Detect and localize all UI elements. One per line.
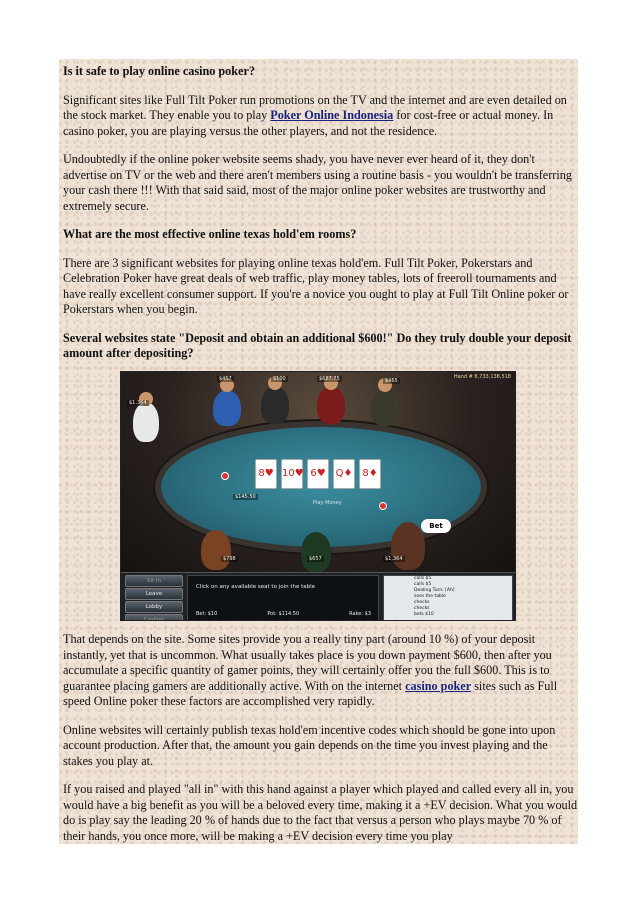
log-line: bets $10 (414, 612, 434, 617)
player-avatar (201, 530, 231, 570)
chip-icon (221, 472, 229, 480)
hand-number: Hand # 8,733,138,518 (453, 374, 511, 380)
p1-text-end: for cost-free or actual money. In casino poker, you are playing versus the other players, and not the residence. (63, 108, 554, 138)
paragraph-depends-on-site (63, 632, 579, 710)
p4-text-end: sites such as Full speed Online poker these factors are accomplished very rapidly. (63, 678, 558, 708)
casino-poker-link[interactable]: casino poker (405, 678, 472, 693)
control-panel (121, 572, 515, 620)
player-avatar (301, 532, 331, 572)
paragraph-significant-sites (63, 93, 579, 140)
action-buttons (125, 575, 181, 620)
player-avatar (317, 386, 345, 424)
poker-online-indonesia-link[interactable]: Poker Online Indonesia (270, 108, 394, 122)
sit-in-button[interactable]: Sit In (125, 575, 183, 587)
leave-button[interactable]: Leave (125, 588, 183, 600)
player-avatar (133, 402, 159, 442)
board-card: 8♥ (255, 459, 277, 489)
log-line: sees the table (414, 594, 446, 599)
player-stack: $100 (273, 376, 286, 382)
rake-amount: Rake: $3 (349, 611, 371, 617)
article (63, 64, 579, 375)
article-continued (63, 632, 579, 857)
player-avatar (213, 390, 241, 426)
heading-best-rooms: What are the most effective online texas hold'em rooms? (63, 227, 357, 241)
heading-deposit-bonus: Several websites state "Deposit and obtain an additional $600!" Do they truly double your deposit amount after depositing? (63, 330, 572, 360)
paragraph-shady-website: Undoubtedly if the online poker website seems shady, you have never ever heard of it, they don't advertise on TV or the web and there aren't members using a routine basis - you wouldn't be transferring your cash there !!! With that said said, most of the major online poker websites are trustworthy and extremely secure. (63, 152, 572, 213)
lobby-button[interactable]: Lobby (125, 601, 183, 613)
log-line: checks (414, 606, 430, 611)
player-stack: $657 (309, 556, 322, 562)
player-avatar (371, 390, 399, 426)
info-panel (187, 575, 379, 620)
paragraph-incentive-codes: Online websites will certainly publish texas hold'em incentive codes which should be gone into upon account production. After that, the amount you gain depends on the time you invest playing and the stakes you play at. (63, 722, 556, 768)
hand-log-panel[interactable] (383, 575, 513, 620)
player-stack: $145.50 (235, 494, 256, 500)
player-stack: $1,364 (129, 400, 147, 406)
pot-amount: Pot: $114.50 (267, 611, 300, 617)
player-stack: $687.75 (319, 376, 340, 382)
player-avatar (391, 522, 425, 570)
bet-speech-bubble: Bet (421, 519, 451, 533)
player-stack: $1,364 (385, 556, 403, 562)
pot-stats (196, 611, 371, 617)
table-label: Play Money (313, 500, 342, 506)
log-line: calls $5 (414, 576, 432, 581)
board-card: Q♦ (333, 459, 355, 489)
player-avatar (261, 386, 289, 424)
log-line: checks (414, 600, 430, 605)
bet-amount: Bet: $10 (196, 611, 218, 617)
p1-text-start: Significant sites like Full Tilt Poker run promotions on the TV and the internet and are even detailed on the stock market. They enable you to play (63, 92, 567, 122)
paragraph-three-sites: There are 3 significant websites for playing online texas hold'em. Full Tilt Poker, Pokerstars and Celebration Poker have great deals of web traffic, play money tables, lots of freeroll tournaments and have really excellent consumer support. If you're a novice you ought to play at Full Tilt Online poker or Pokerstars when you begin. (63, 255, 569, 316)
log-line: calls $5 (414, 582, 432, 587)
board-card: 10♥ (281, 459, 303, 489)
poker-table-screenshot (121, 372, 515, 620)
join-table-message: Click on any available seat to join the table (196, 584, 316, 590)
player-stack: $457 (219, 376, 232, 382)
cashier-button[interactable]: Cashier (125, 614, 183, 620)
heading-safe-to-play: Is it safe to play online casino poker? (63, 64, 255, 78)
paragraph-all-in: If you raised and played "all in" with this hand against a player which played and called every all in, you would have a big benefit as you will be a beloved every time, making it a +EV decision. What you would do is play say the leading 20 % of hands due to the fact that versus a person who plays maybe 70 % of their hands, you once more, will be making a +EV decision every time you play (63, 782, 578, 843)
player-stack: $465 (385, 378, 398, 384)
p4-text-start: That depends on the site. Some sites provide you a really tiny part (around 10 %) of your deposit instantly, yet that is uncommon. What usually takes place is you down payment $600, then after you accumulate a specific quantity of gamer points, they will certainly offer you the full $600. This is to guarantee placing gamers are additionally active. With on the internet (63, 632, 552, 693)
player-stack: $798 (223, 556, 236, 562)
board-card: 6♥ (307, 459, 329, 489)
chip-icon (379, 502, 387, 510)
board-card: 8♦ (359, 459, 381, 489)
log-line: Dealing Turn: [Ah] (414, 588, 455, 593)
